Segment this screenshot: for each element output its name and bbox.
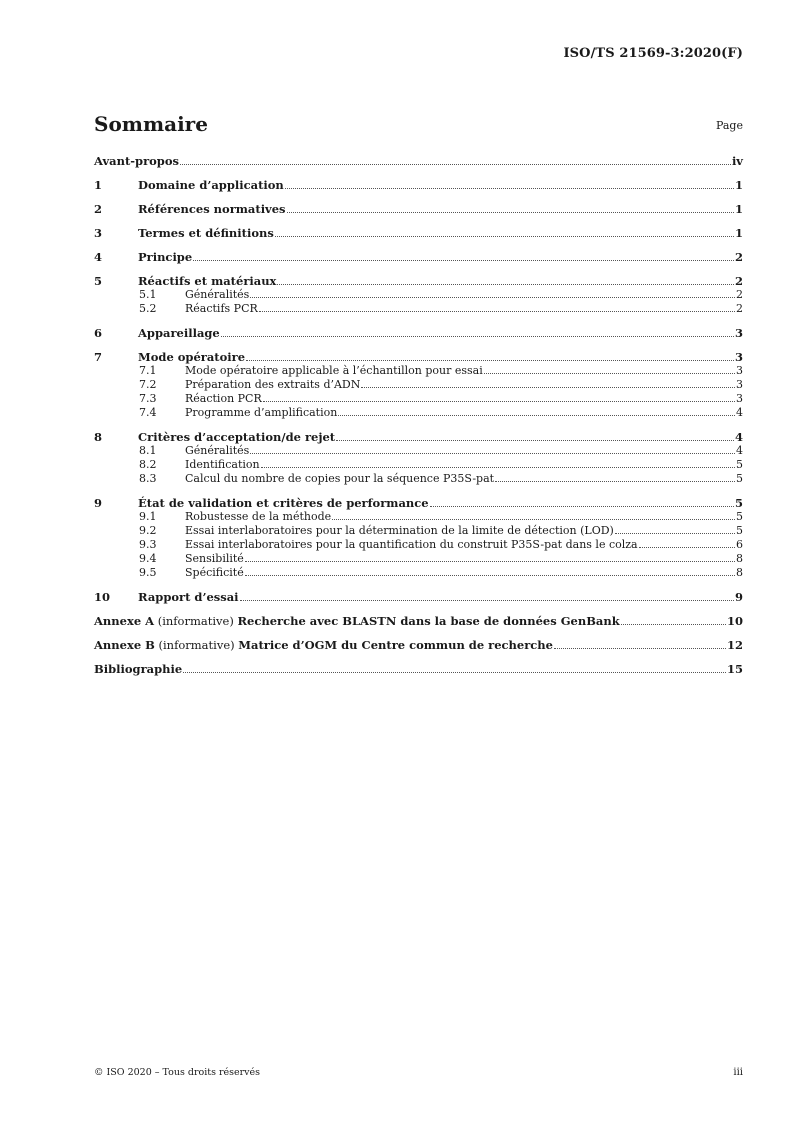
toc-entry-page: 3	[734, 350, 743, 364]
toc-entry-page: 8	[736, 566, 743, 579]
toc-subentry[interactable]	[94, 364, 743, 378]
toc-entry-number: 8.2	[139, 458, 157, 471]
toc-entry-label: Généralités	[185, 444, 250, 457]
dot-leader	[484, 373, 735, 374]
dot-leader	[250, 297, 735, 298]
toc-entry-label: État de validation et critères de performance	[138, 496, 429, 510]
toc-entry-number: 9	[94, 496, 103, 510]
toc-entry[interactable]	[94, 226, 743, 240]
toc-entry-page: 2	[734, 250, 743, 264]
toc-entry-label: Robustesse de la méthode	[185, 510, 332, 523]
dot-leader	[361, 387, 735, 388]
toc-entry-label: Programme d’amplification	[185, 406, 338, 419]
dot-leader	[263, 401, 735, 402]
toc-entry[interactable]	[94, 274, 743, 288]
annex-status: (informative)	[154, 638, 239, 652]
toc-entry-page: 4	[734, 430, 743, 444]
toc-entry-page: 10	[726, 614, 743, 628]
toc-entry-label: Critères d’acceptation/de rejet	[138, 430, 336, 444]
toc-entry-page: 2	[736, 288, 743, 301]
toc-entry-label: Généralités	[185, 288, 250, 301]
toc-subentry[interactable]	[94, 538, 743, 552]
toc-entry[interactable]	[94, 178, 743, 192]
toc-entry-number: 8.3	[139, 472, 157, 485]
dot-leader	[221, 336, 734, 337]
toc-entry-number: 2	[94, 202, 103, 216]
toc-entry-label: Mode opératoire	[138, 350, 246, 364]
toc-entry-label: Essai interlaboratoires pour la quantification du construit P35S-pat dans le colza	[185, 538, 638, 551]
toc-entry-number: 1	[94, 178, 103, 192]
dot-leader	[180, 164, 731, 165]
toc-entry-number: 9.4	[139, 552, 157, 565]
toc-entry-page: 3	[736, 378, 743, 391]
toc-subentry[interactable]	[94, 524, 743, 538]
toc-subentry[interactable]	[94, 392, 743, 406]
toc-entry[interactable]	[94, 430, 743, 444]
toc-entry-page: iv	[731, 154, 743, 168]
toc-entry-label: Termes et définitions	[138, 226, 274, 240]
annex-title: Matrice d’OGM du Centre commun de recherche	[238, 638, 553, 652]
toc-entry-page: 9	[734, 590, 743, 604]
dot-leader	[287, 212, 734, 213]
toc-entry-page: 5	[736, 524, 743, 537]
toc-entry-number: 4	[94, 250, 103, 264]
toc-entry-page: 5	[736, 510, 743, 523]
dot-leader	[250, 453, 735, 454]
toc-subentry[interactable]	[94, 288, 743, 302]
toc-entry-number: 5.2	[139, 302, 157, 315]
toc-entry[interactable]	[94, 250, 743, 264]
toc-subentry[interactable]	[94, 552, 743, 566]
toc-entry-page: 4	[736, 406, 743, 419]
toc-entry-number: 6	[94, 326, 103, 340]
page-column-label: Page	[715, 119, 743, 132]
toc-entry-number: 5	[94, 274, 103, 288]
toc-entry-number: 7.2	[139, 378, 157, 391]
toc-entry[interactable]	[94, 662, 743, 676]
dot-leader	[332, 519, 735, 520]
toc-subentry[interactable]	[94, 510, 743, 524]
toc-entry-label: Calcul du nombre de copies pour la séquence P35S-pat	[185, 472, 495, 485]
toc-entry-label: Identification	[185, 458, 260, 471]
toc-entry-label: Avant-propos	[94, 154, 179, 168]
dot-leader	[554, 648, 726, 649]
toc-entry-number: 7	[94, 350, 103, 364]
annex-prefix: Annexe B	[94, 638, 155, 652]
dot-leader	[621, 624, 726, 625]
toc-entry-page: 5	[736, 458, 743, 471]
toc-entry-page: 5	[736, 472, 743, 485]
toc-entry-page: 8	[736, 552, 743, 565]
toc-entry-label: Essai interlaboratoires pour la détermination de la limite de détection (LOD)	[185, 524, 614, 537]
toc-entry-page: 15	[726, 662, 743, 676]
dot-leader	[639, 547, 735, 548]
dot-leader	[275, 236, 734, 237]
toc-entry-label	[94, 614, 620, 628]
toc-entry-label: Spécificité	[185, 566, 244, 579]
dot-leader	[259, 311, 735, 312]
toc-subentry[interactable]	[94, 444, 743, 458]
toc-entry[interactable]	[94, 496, 743, 510]
dot-leader	[240, 600, 734, 601]
toc-entry[interactable]	[94, 614, 743, 628]
toc-entry-label: Références normatives	[138, 202, 286, 216]
dot-leader	[245, 561, 735, 562]
toc-entry-number: 9.3	[139, 538, 157, 551]
footer-copyright: © ISO 2020 – Tous droits réservés	[94, 1067, 261, 1078]
toc-entry-number: 7.1	[139, 364, 157, 377]
toc-subentry[interactable]	[94, 472, 743, 486]
toc-entry-label: Domaine d’application	[138, 178, 284, 192]
toc-entry-label: Préparation des extraits d’ADN	[185, 378, 361, 391]
toc-entry-number: 8	[94, 430, 103, 444]
toc-entry-page: 2	[734, 274, 743, 288]
toc-entry-page: 3	[736, 392, 743, 405]
toc-entry-label: Réaction PCR	[185, 392, 262, 405]
toc-entry-page: 1	[734, 178, 743, 192]
dot-leader	[430, 506, 734, 507]
document-id: ISO/TS 21569-3:2020(F)	[563, 46, 743, 61]
toc-entry-label: Réactifs PCR	[185, 302, 258, 315]
toc-subentry[interactable]	[94, 378, 743, 392]
annex-status: (informative)	[154, 614, 238, 628]
toc-entry-number: 10	[94, 590, 111, 604]
toc-entry-page: 1	[734, 226, 743, 240]
toc-subentry[interactable]	[94, 566, 743, 580]
toc-entry-page: 5	[734, 496, 743, 510]
annex-prefix: Annexe A	[94, 614, 155, 628]
toc-entry-label	[94, 638, 553, 652]
table-of-contents	[94, 154, 743, 676]
toc-entry-page: 4	[736, 444, 743, 457]
dot-leader	[193, 260, 734, 261]
toc-entry-label: Mode opératoire applicable à l’échantillon pour essai	[185, 364, 483, 377]
toc-entry-label: Sensibilité	[185, 552, 244, 565]
toc-entry-label: Rapport d’essai	[138, 590, 239, 604]
annex-title: Recherche avec BLASTN dans la base de données GenBank	[237, 614, 620, 628]
toc-entry-number: 7.3	[139, 392, 157, 405]
toc-entry-number: 8.1	[139, 444, 157, 457]
toc-entry-page: 2	[736, 302, 743, 315]
toc-entry[interactable]	[94, 326, 743, 340]
dot-leader	[615, 533, 735, 534]
toc-entry[interactable]	[94, 590, 743, 604]
toc-entry-number: 7.4	[139, 406, 157, 419]
toc-subentry[interactable]	[94, 302, 743, 316]
toc-entry-number: 9.2	[139, 524, 157, 537]
toc-entry[interactable]	[94, 202, 743, 216]
dot-leader	[277, 284, 734, 285]
toc-entry-number: 9.1	[139, 510, 157, 523]
dot-leader	[183, 672, 726, 673]
dot-leader	[336, 440, 734, 441]
toc-subentry[interactable]	[94, 458, 743, 472]
toc-entry-number: 9.5	[139, 566, 157, 579]
toc-entry-page: 12	[726, 638, 743, 652]
toc-entry-page: 1	[734, 202, 743, 216]
toc-subentry[interactable]	[94, 406, 743, 420]
dot-leader	[245, 575, 735, 576]
page-title: Sommaire	[94, 112, 208, 136]
toc-entry-page: 3	[734, 326, 743, 340]
dot-leader	[338, 415, 735, 416]
dot-leader	[261, 467, 735, 468]
toc-entry-number: 3	[94, 226, 103, 240]
toc-entry[interactable]	[94, 638, 743, 652]
toc-entry[interactable]	[94, 350, 743, 364]
toc-entry-label: Réactifs et matériaux	[138, 274, 277, 288]
dot-leader	[285, 188, 734, 189]
dot-leader	[495, 481, 735, 482]
toc-entry-number: 5.1	[139, 288, 157, 301]
toc-entry-label: Appareillage	[138, 326, 220, 340]
footer-page-number: iii	[733, 1067, 743, 1078]
toc-entry[interactable]	[94, 154, 743, 168]
toc-entry-page: 3	[736, 364, 743, 377]
toc-entry-label: Principe	[138, 250, 193, 264]
toc-entry-label: Bibliographie	[94, 662, 183, 676]
dot-leader	[246, 360, 734, 361]
toc-entry-page: 6	[736, 538, 743, 551]
